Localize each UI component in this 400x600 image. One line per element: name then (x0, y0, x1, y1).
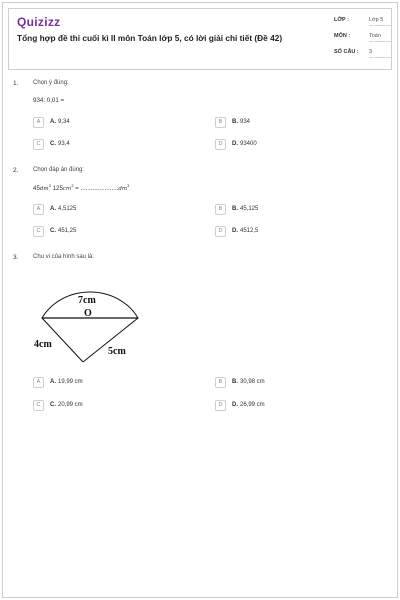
option-key: A. (50, 206, 56, 212)
option-letter-box: B (215, 204, 226, 215)
option-letter-box: B (215, 377, 226, 388)
option-text: 4,5125 (58, 206, 77, 212)
option-key: A. (50, 379, 56, 385)
meta-subject-value: Toán (369, 33, 391, 42)
option-key: B. (232, 206, 238, 212)
quizizz-logo: Quizizz (17, 15, 61, 29)
meta-grade-value: Lớp 5 (369, 17, 391, 26)
question-2-number: 2. (13, 167, 19, 174)
option-letter-box: C (33, 400, 44, 411)
worksheet-title: Tổng hợp đề thi cuối kì II môn Toán lớp 5, có lời giải chi tiết (Đề 42) (17, 33, 283, 43)
geometry-figure (28, 270, 148, 365)
semicircle-triangle-diagram (28, 270, 148, 365)
meta-count-label: SỐ CÂU : (334, 49, 359, 55)
option-key: B. (232, 119, 238, 125)
option-key: A. (50, 119, 56, 125)
option-text: 451,25 (58, 228, 77, 234)
worksheet-header (8, 8, 392, 70)
option-letter-box: D (215, 400, 226, 411)
option-letter-box: D (215, 139, 226, 150)
option-letter-box: D (215, 226, 226, 237)
meta-subject-label: MÔN : (334, 33, 351, 39)
option-key: D. (232, 228, 238, 234)
option-letter-box: A (33, 204, 44, 215)
left-side-label: 4cm (34, 339, 52, 350)
option-key: C. (50, 228, 56, 234)
option-text: 93,4 (58, 141, 70, 147)
option-key: D. (232, 402, 238, 408)
meta-grade-label: LỚP : (334, 17, 349, 23)
question-1-number: 1. (13, 80, 19, 87)
option-text: 4512,5 (240, 228, 259, 234)
question-3-prompt: Chu vi của hình sau là: (33, 254, 95, 260)
option-letter-box: A (33, 117, 44, 128)
meta-count-value: 3 (369, 49, 391, 58)
center-label: O (84, 308, 92, 319)
option-key: C. (50, 402, 56, 408)
option-key: D. (232, 141, 238, 147)
question-2-prompt: Chọn đáp án đúng: (33, 167, 85, 173)
option-letter-box: B (215, 117, 226, 128)
option-letter-box: C (33, 226, 44, 237)
option-text: 26,99 cm (240, 402, 265, 408)
option-text: 93400 (240, 141, 257, 147)
option-letter-box: C (33, 139, 44, 150)
option-letter-box: A (33, 377, 44, 388)
option-text: 45,125 (240, 206, 259, 212)
option-text: 9,34 (58, 119, 70, 125)
question-3-number: 3. (13, 254, 19, 261)
option-text: 934 (240, 119, 251, 125)
right-side-label: 5cm (108, 346, 126, 357)
question-2-expression: $45dm^3$ $125cm^3 = ......................dm^3$ (33, 183, 130, 193)
option-key: B. (232, 379, 238, 385)
diameter-label: 7cm (78, 295, 96, 306)
option-text: 20,99 cm (58, 402, 83, 408)
option-text: 30,98 cm (240, 379, 265, 385)
question-1-expression: 934: 0,01 = (33, 97, 65, 104)
question-1-prompt: Chọn ý đúng: (33, 80, 69, 86)
option-key: C. (50, 141, 56, 147)
option-text: 19,99 cm (58, 379, 83, 385)
